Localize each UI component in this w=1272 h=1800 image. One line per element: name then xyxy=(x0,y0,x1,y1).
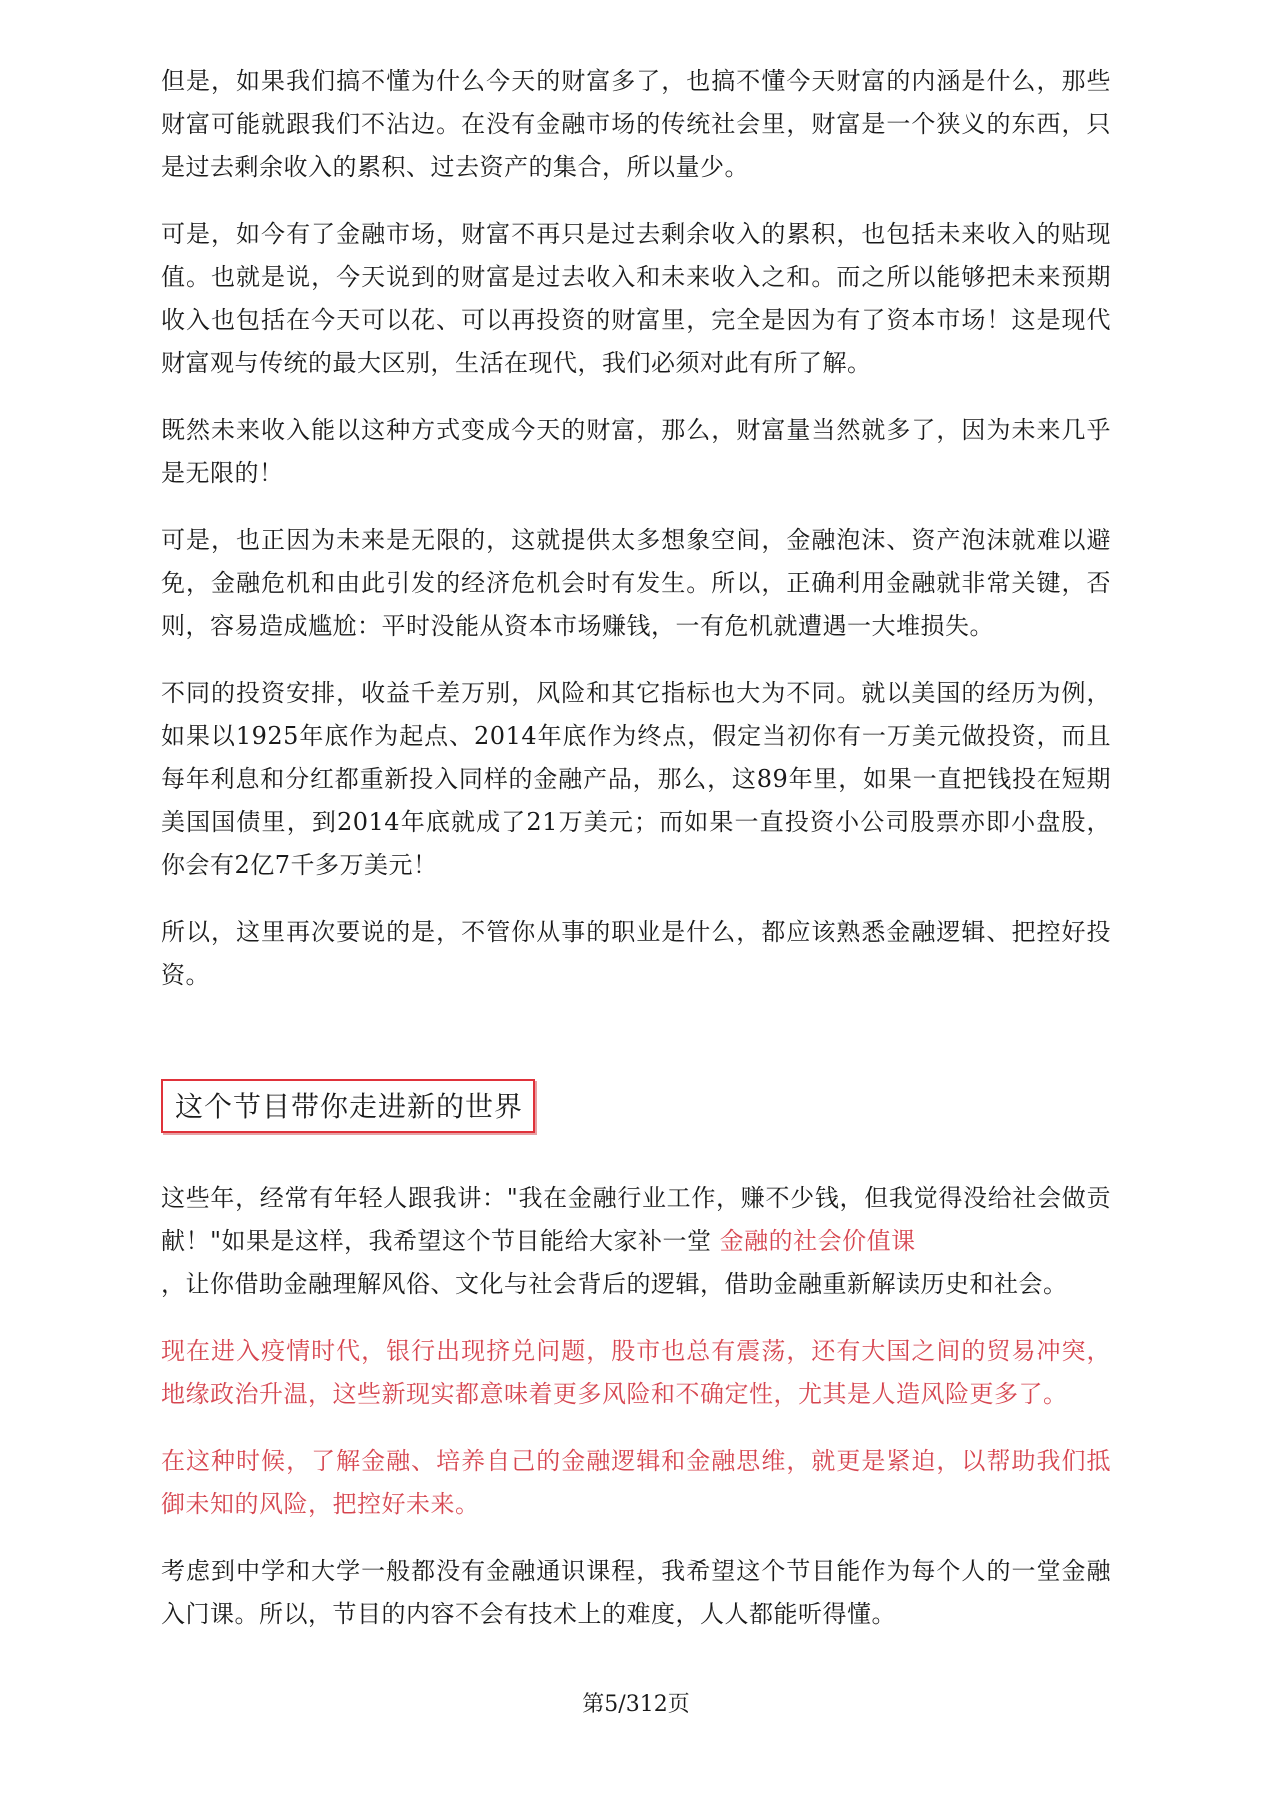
paragraph-future-income: 既然未来收入能以这种方式变成今天的财富，那么，财富量当然就多了，因为未来几乎是无限的！ xyxy=(161,416,1111,487)
paragraph-conclusion: 所以，这里再次要说的是，不管你从事的职业是什么，都应该熟悉金融逻辑、把控好投资。 xyxy=(161,918,1111,989)
social-text-before: 这些年，经常有年轻人跟我讲："我在金融行业工作，赚不少钱，但我觉得没给社会做贡献！"如果是这样，我希望这个节目能给大家补一堂 xyxy=(161,1184,1111,1255)
document-page xyxy=(161,60,1111,1660)
social-text-after: ，让你借助金融理解风俗、文化与社会背后的逻辑，借助金融重新解读历史和社会。 xyxy=(161,1270,1068,1298)
paragraph-wealth-meaning: 但是，如果我们搞不懂为什么今天的财富多了，也搞不懂今天财富的内涵是什么，那些财富可能就跟我们不沾边。在没有金融市场的传统社会里，财富是一个狭义的东西，只是过去剩余收入的累积、过去资产的集合，所以量少。 xyxy=(161,67,1111,181)
social-value-highlight: 金融的社会价值课 xyxy=(719,1227,916,1255)
paragraph-social-value xyxy=(161,1177,1111,1306)
paragraph-intro-course: 考虑到中学和大学一般都没有金融通识课程，我希望这个节目能作为每个人的一堂金融入门课。所以，节目的内容不会有技术上的难度，人人都能听得懂。 xyxy=(161,1557,1111,1628)
paragraph-pandemic-risk: 现在进入疫情时代，银行出现挤兑问题，股市也总有震荡，还有大国之间的贸易冲突，地缘政治升温，这些新现实都意味着更多风险和不确定性，尤其是人造风险更多了。 xyxy=(161,1337,1111,1408)
paragraph-urgency: 在这种时候，了解金融、培养自己的金融逻辑和金融思维，就更是紧迫，以帮助我们抵御未知的风险，把控好未来。 xyxy=(161,1447,1111,1518)
paragraph-bubbles: 可是，也正因为未来是无限的，这就提供太多想象空间，金融泡沫、资产泡沫就难以避免，金融危机和由此引发的经济危机会时有发生。所以，正确利用金融就非常关键，否则，容易造成尴尬：平时没能从资本市场赚钱，一有危机就遭遇一大堆损失。 xyxy=(161,526,1111,640)
paragraph-us-example: 不同的投资安排，收益千差万别，风险和其它指标也大为不同。就以美国的经历为例，如果以1925年底作为起点、2014年底作为终点，假定当初你有一万美元做投资，而且每年利息和分红都重新投入同样的金融产品，那么，这89年里，如果一直把钱投在短期美国国债里，到2014年底就成了21万美元；而如果一直投资小公司股票亦即小盘股，你会有2亿7千多万美元！ xyxy=(161,679,1111,879)
page-number: 第5/312页 xyxy=(582,1692,690,1717)
paragraph-financial-market: 可是，如今有了金融市场，财富不再只是过去剩余收入的累积，也包括未来收入的贴现值。也就是说，今天说到的财富是过去收入和未来收入之和。而之所以能够把未来预期收入也包括在今天可以花、可以再投资的财富里，完全是因为有了资本市场！这是现代财富观与传统的最大区别，生活在现代，我们必须对此有所了解。 xyxy=(161,220,1111,377)
section-heading: 这个节目带你走进新的世界 xyxy=(161,1079,535,1133)
